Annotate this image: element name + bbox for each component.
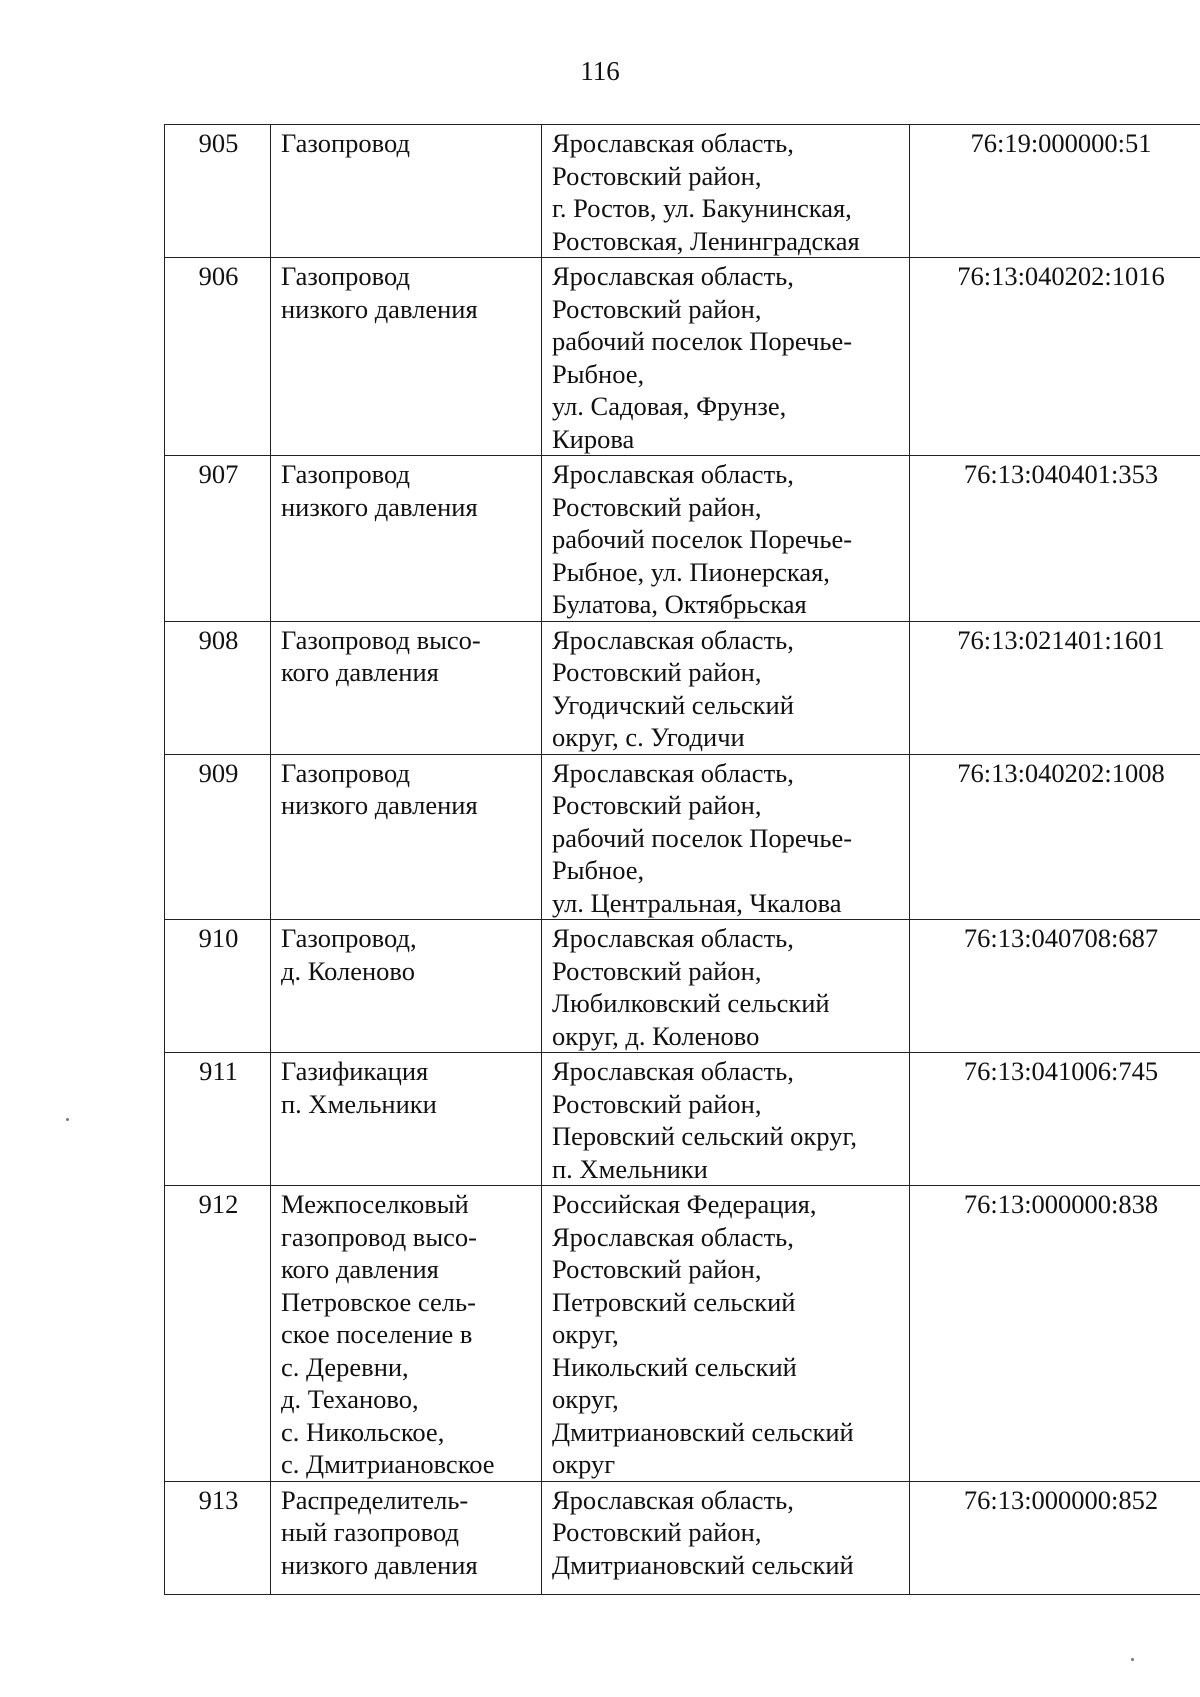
table-row — [165, 1481, 1200, 1594]
object-address: Ярославская область, Ростовский район, Любилковский сельский округ, д. Коленово — [542, 920, 910, 1053]
table-row — [165, 456, 1200, 622]
object-address: Ярославская область, Ростовский район, рабочий поселок Поречье- Рыбное, ул. Пионерская, Булатова, Октябрьская — [542, 456, 910, 622]
row-number: 907 — [165, 456, 271, 622]
table-row — [165, 1186, 1200, 1482]
object-name: Распределитель- ный газопровод низкого давления — [271, 1481, 542, 1594]
cadastral-number: 76:13:021401:1601 — [910, 621, 1200, 754]
cadastral-number: 76:13:040202:1016 — [910, 258, 1200, 456]
row-number: 905 — [165, 125, 271, 258]
object-name: Газопровод — [271, 125, 542, 258]
object-address: Ярославская область, Ростовский район, Дмитриановский сельский — [542, 1481, 910, 1594]
table-row — [165, 920, 1200, 1053]
object-name: Газопровод низкого давления — [271, 754, 542, 920]
scan-speck — [1131, 1658, 1134, 1661]
cadastral-number: 76:13:040401:353 — [910, 456, 1200, 622]
object-address: Ярославская область, Ростовский район, рабочий поселок Поречье- Рыбное, ул. Садовая, Фрунзе, Кирова — [542, 258, 910, 456]
row-number: 906 — [165, 258, 271, 456]
page-number: 116 — [580, 56, 620, 86]
table-row — [165, 1053, 1200, 1186]
table-row — [165, 125, 1200, 258]
scan-speck — [66, 1118, 69, 1121]
table-row — [165, 754, 1200, 920]
object-name: Газопровод низкого давления — [271, 258, 542, 456]
cadastral-number: 76:19:000000:51 — [910, 125, 1200, 258]
cadastral-number: 76:13:000000:838 — [910, 1186, 1200, 1482]
table-row — [165, 258, 1200, 456]
cadastral-number: 76:13:000000:852 — [910, 1481, 1200, 1594]
object-name: Газопровод низкого давления — [271, 456, 542, 622]
table-row — [165, 621, 1200, 754]
object-address: Ярославская область, Ростовский район, Угодичский сельский округ, с. Угодичи — [542, 621, 910, 754]
row-number: 910 — [165, 920, 271, 1053]
object-name: Газопровод высо- кого давления — [271, 621, 542, 754]
cadastral-number: 76:13:041006:745 — [910, 1053, 1200, 1186]
object-name: Межпоселковый газопровод высо- кого давления Петровское сель- ское поселение в с. Деревни, д. Теханово, с. Никольское, с. Дмитриановское — [271, 1186, 542, 1482]
cadastral-number: 76:13:040708:687 — [910, 920, 1200, 1053]
row-number: 913 — [165, 1481, 271, 1594]
cadastral-number: 76:13:040202:1008 — [910, 754, 1200, 920]
registry-table — [164, 124, 1200, 1595]
object-address: Ярославская область, Ростовский район, Перовский сельский округ, п. Хмельники — [542, 1053, 910, 1186]
object-address: Российская Федерация, Ярославская область, Ростовский район, Петровский сельский округ, Никольский сельский округ, Дмитриановский сельский округ — [542, 1186, 910, 1482]
row-number: 912 — [165, 1186, 271, 1482]
row-number: 909 — [165, 754, 271, 920]
row-number: 908 — [165, 621, 271, 754]
object-name: Газификация п. Хмельники — [271, 1053, 542, 1186]
row-number: 911 — [165, 1053, 271, 1186]
object-name: Газопровод, д. Коленово — [271, 920, 542, 1053]
object-address: Ярославская область, Ростовский район, г. Ростов, ул. Бакунинская, Ростовская, Ленинградская — [542, 125, 910, 258]
object-address: Ярославская область, Ростовский район, рабочий поселок Поречье- Рыбное, ул. Центральная, Чкалова — [542, 754, 910, 920]
